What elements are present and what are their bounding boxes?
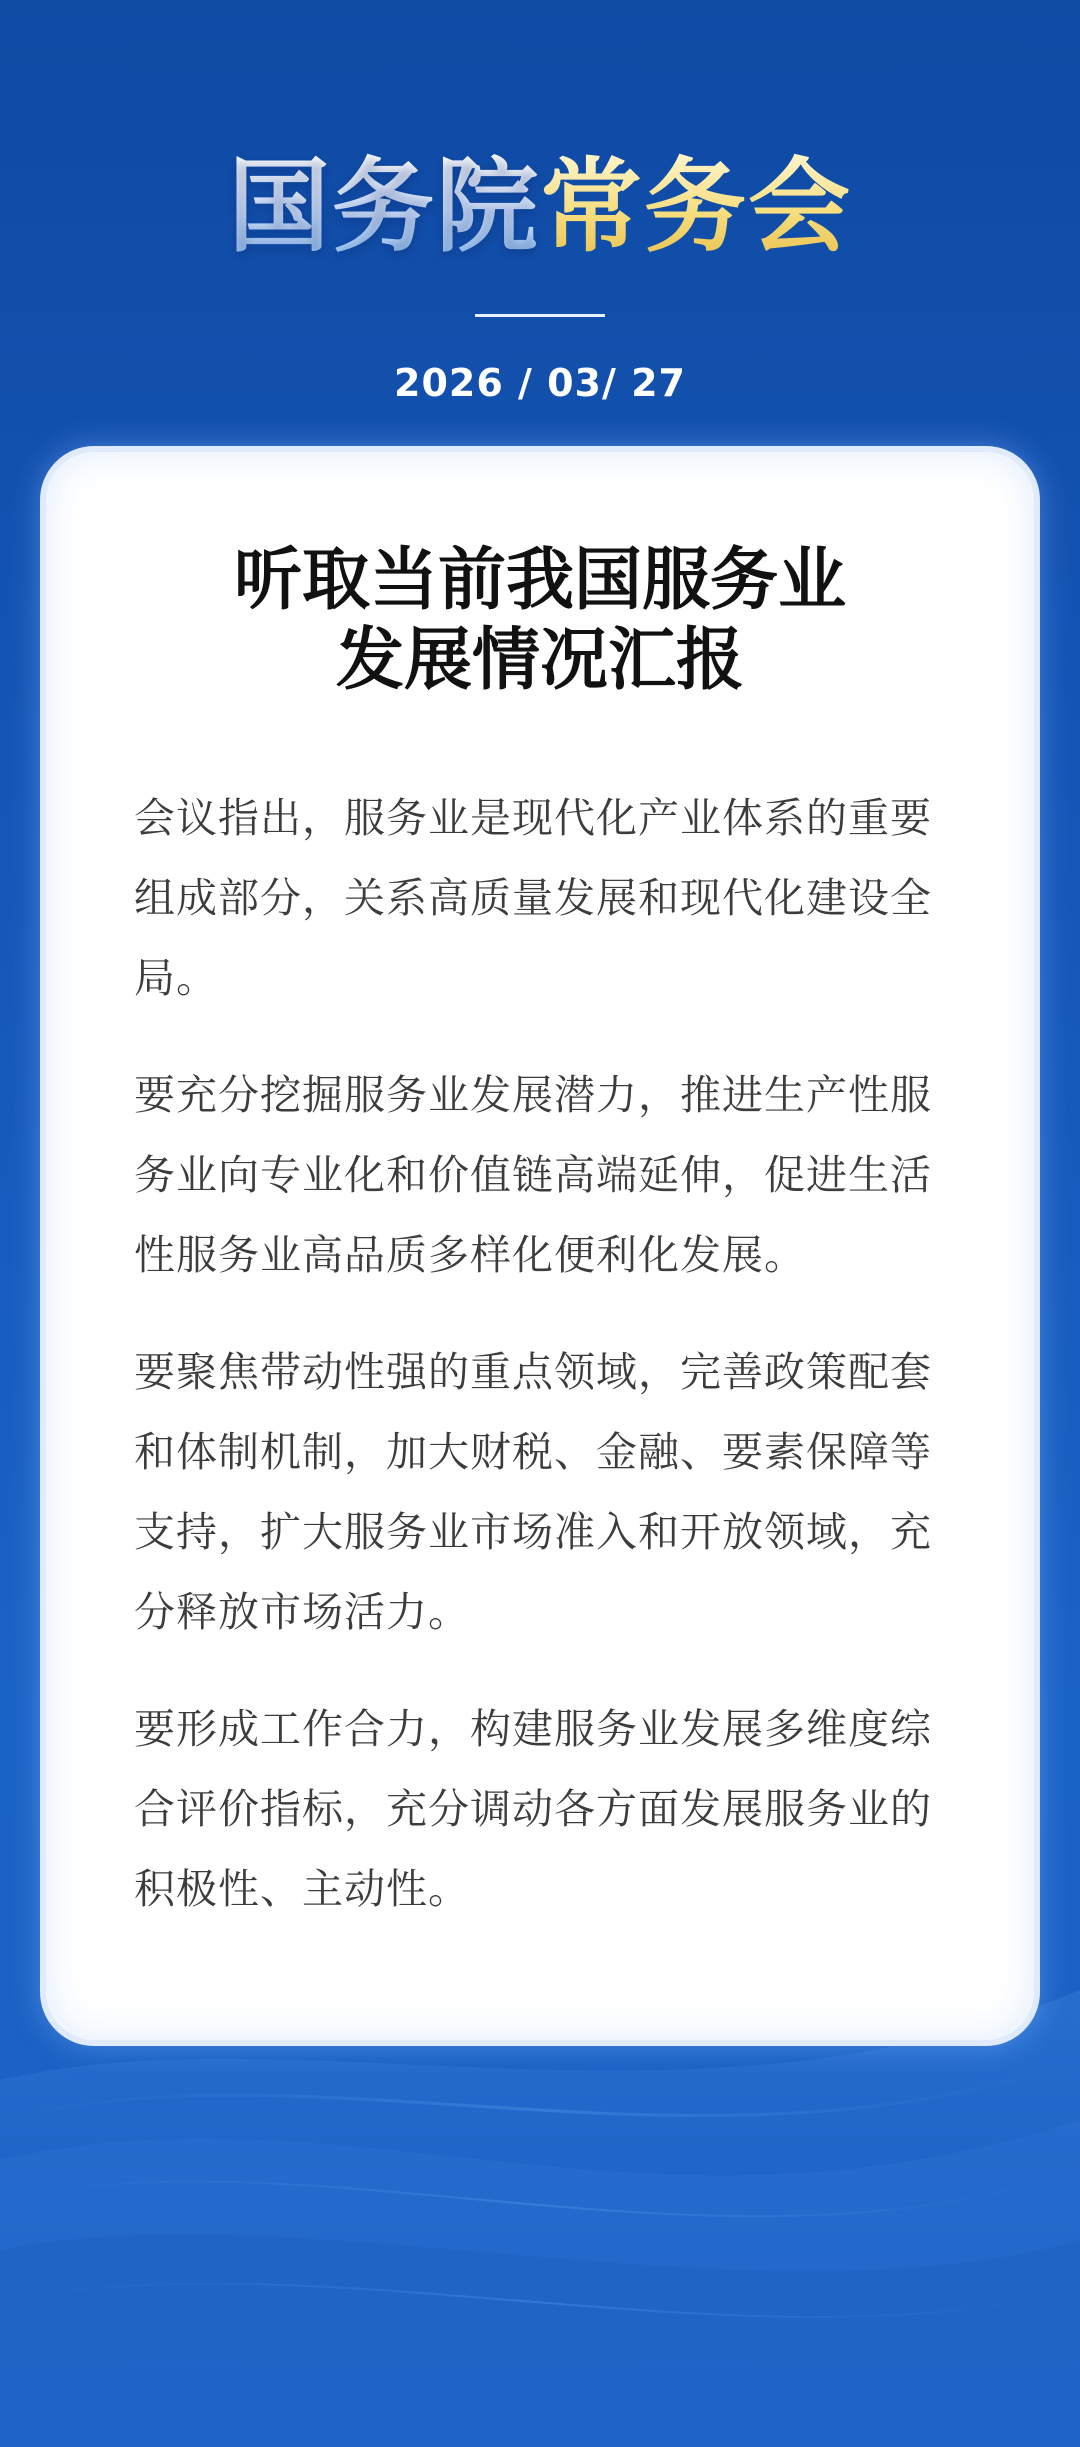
- card-title: [46, 540, 1034, 700]
- paragraph-4: 要形成工作合力，构建服务业发展多维度综合评价指标，充分调动各方面发展服务业的积极性、主动性。: [134, 1705, 932, 1913]
- title-part-gold: 常务会: [540, 148, 852, 267]
- page-title: [0, 148, 1080, 268]
- paragraph-2: 要充分挖掘服务业发展潜力，推进生产性服务业向专业化和价值链高端延伸，促进生活性服务业高品质多样化便利化发展。: [134, 1071, 932, 1279]
- meeting-date: 2026 / 03/ 27: [394, 361, 686, 405]
- header: [0, 0, 1080, 440]
- card-title-line-2: 发展情况汇报: [335, 620, 744, 700]
- card-body: [134, 778, 964, 1966]
- paragraph-1: 会议指出，服务业是现代化产业体系的重要组成部分，关系高质量发展和现代化建设全局。: [134, 794, 932, 1002]
- paragraph-3: 要聚焦带动性强的重点领域，完善政策配套和体制机制，加大财税、金融、要素保障等支持，扩大服务业市场准入和开放领域，充分释放市场活力。: [134, 1348, 932, 1636]
- content-card: [40, 446, 1040, 2046]
- card-title-line-1: 听取当前我国服务业: [233, 540, 846, 620]
- title-part-light: 国务院: [228, 148, 540, 267]
- title-divider: [475, 314, 605, 317]
